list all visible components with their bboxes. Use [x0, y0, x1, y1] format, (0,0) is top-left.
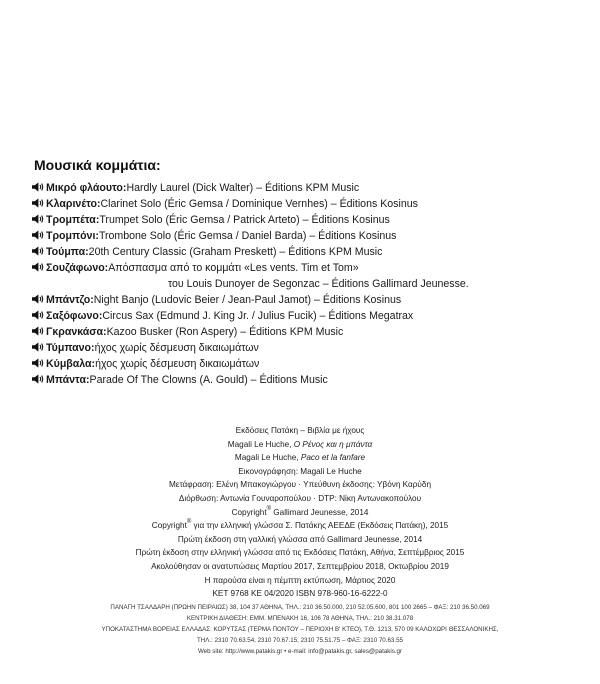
track-row	[32, 244, 572, 260]
track-credit: Circus Sax (Edmund J. King Jr. / Julius Fucik) – Éditions Megatrax	[102, 310, 414, 322]
speaker-icon	[32, 182, 45, 192]
speaker-icon	[32, 374, 45, 384]
track-row	[32, 196, 572, 212]
track-row	[32, 212, 572, 228]
translation-credit: Μετάφραση: Ελένη Μπακογιώργου · Υπεύθυνη έκδοσης: Υβόνη Καρύδη	[168, 480, 432, 490]
copyright-greek: Copyright® για την ελληνική γλώσσα Σ. Πατάκης ΑΕΕΔΕ (Εκδόσεις Πατάκη), 2015	[151, 519, 449, 531]
contact-address: ΠΑΝΑΓΗ ΤΣΑΛΔΑΡΗ (ΠΡΩΗΝ ΠΕΙΡΑΙΩΣ) 38, 104 37 ΑΘΗΝΑ, ΤΗΛ.: 210 36.50.000, 210 52.05.600, 801 100 2665 – ΦΑΞ: 210 36.50.069	[110, 604, 490, 611]
track-instrument: Τύμπανο:	[46, 342, 95, 354]
illustration-credit: Εικονογράφηση: Magali Le Huche	[238, 466, 362, 476]
contact-distribution: ΚΕΝΤΡΙΚΗ ΔΙΑΘΕΣΗ: ΕΜΜ. ΜΠΕΝΑΚΗ 16, 106 78 ΑΘΗΝΑ, ΤΗΛ.: 210 38.31.078	[186, 615, 414, 622]
track-instrument: Τρομπέτα:	[46, 214, 100, 226]
track-instrument: Σαξόφωνο:	[46, 310, 103, 322]
track-instrument: Σουζάφωνο:	[46, 262, 109, 274]
contact-branch: ΥΠΟΚΑΤΑΣΤΗΜΑ ΒΟΡΕΙΑΣ ΕΛΛΑΔΑΣ: ΚΟΡΥΤΣΑΣ (ΤΕΡΜΑ ΠΟΝΤΟΥ – ΠΕΡΙΟΧΗ Β' ΚΤΕΟ), Τ.Θ. 1213, 570 09 ΚΑΛΟΧΩΡΙ ΘΕΣΣΑΛΟΝΙΚΗΣ,	[101, 626, 499, 633]
colophon	[0, 424, 600, 601]
track-row	[32, 228, 572, 244]
track-credit-continued: του Louis Dunoyer de Segonzac – Éditions Gallimard Jeunesse.	[168, 278, 469, 290]
track-credit: ήχος χωρίς δέσμευση δικαιωμάτων	[95, 358, 260, 370]
speaker-icon	[32, 326, 45, 336]
track-credit: Clarinet Solo (Éric Gemsa / Dominique Vernhes) – Éditions Kosinus	[100, 198, 418, 210]
first-edition-greek: Πρώτη έκδοση στην ελληνική γλώσσα από τις Εκδόσεις Πατάκη, Αθήνα, Σεπτέμβριος 2015	[135, 548, 465, 558]
track-credit: Trumpet Solo (Éric Gemsa / Patrick Arteto) – Éditions Kosinus	[99, 214, 390, 226]
first-edition-french: Πρώτη έκδοση στη γαλλική γλώσσα από Gallimard Jeunesse, 2014	[177, 534, 423, 544]
track-row	[32, 324, 572, 340]
track-instrument: Γκρανκάσα:	[46, 326, 107, 338]
track-instrument: Κλαρινέτο:	[46, 198, 101, 210]
track-instrument: Τρομπόνι:	[46, 230, 99, 242]
track-credit: Night Banjo (Ludovic Beier / Jean-Paul Jamot) – Éditions Kosinus	[93, 294, 402, 306]
track-credit: Kazoo Busker (Ron Aspery) – Éditions KPM Music	[106, 326, 344, 338]
track-row	[32, 340, 572, 356]
speaker-icon	[32, 262, 45, 272]
speaker-icon	[32, 246, 45, 256]
track-row	[32, 356, 572, 372]
track-credit: 20th Century Classic (Graham Preskett) – Éditions KPM Music	[88, 246, 383, 258]
track-instrument: Μπάντα:	[46, 374, 90, 386]
track-row	[32, 372, 572, 388]
track-credit: ήχος χωρίς δέσμευση δικαιωμάτων	[94, 342, 259, 354]
reprints: Ακολούθησαν οι ανατυπώσεις Μαρτίου 2017, Σεπτεμβρίου 2018, Οκτωβρίου 2019	[151, 561, 449, 571]
speaker-icon	[32, 214, 45, 224]
track-credit: Hardly Laurel (Dick Walter) – Éditions KPM Music	[126, 182, 360, 194]
contact-branch-phones: ΤΗΛ.: 2310 70.63.54, 2310 70.67.15, 2310 75.51.75 – ΦΑΞ: 2310 70.63.55	[197, 637, 403, 644]
speaker-icon	[32, 198, 45, 208]
current-printing: Η παρούσα είναι η πέμπτη εκτύπωση, Μάρτιος 2020	[204, 575, 396, 585]
publisher-contact	[0, 602, 600, 657]
speaker-icon	[32, 358, 45, 368]
speaker-icon	[32, 310, 45, 320]
track-credit: Trombone Solo (Éric Gemsa / Daniel Barda) – Éditions Kosinus	[98, 230, 397, 242]
speaker-icon	[32, 294, 45, 304]
track-credit: Parade Of The Clowns (A. Gould) – Éditions Music	[89, 374, 328, 386]
copyright-original: Copyright® Gallimard Jeunesse, 2014	[231, 505, 369, 517]
music-heading: Μουσικά κομμάτια:	[34, 157, 161, 173]
isbn-line: ΚΕΤ 9768 ΚΕ 04/2020 ISBN 978-960-16-6222-0	[212, 589, 388, 599]
track-row	[32, 180, 572, 196]
track-row	[32, 308, 572, 324]
speaker-icon	[32, 230, 45, 240]
publisher-series: Εκδόσεις Πατάκη – Βιβλία με ήχους	[235, 426, 365, 435]
track-instrument: Τούμπα:	[46, 246, 89, 258]
speaker-icon	[32, 342, 45, 352]
track-credit: Απόσπασμα από το κομμάτι «Les vents. Tim et Tom»	[108, 262, 359, 274]
music-tracks-section	[32, 157, 572, 388]
track-instrument: Μπάντζο:	[46, 294, 94, 306]
book-title-original: Magali Le Huche, Paco et la fanfare	[234, 453, 366, 463]
track-instrument: Μικρό φλάουτο:	[46, 182, 127, 194]
track-row	[32, 260, 572, 276]
contact-web: Web site: http://www.patakis.gr • e-mail: info@patakis.gr, sales@patakis.gr	[197, 648, 403, 655]
track-instrument: Κύμβαλα:	[46, 358, 96, 370]
track-row	[32, 292, 572, 308]
proofreading-credit: Διόρθωση: Αντωνία Γουναροπούλου · DTP: Νίκη Αντωνακοπούλου	[178, 493, 422, 503]
book-title-greek: Magali Le Huche, Ο Ρένος και η μπάντα	[227, 439, 373, 449]
track-list	[32, 180, 572, 388]
